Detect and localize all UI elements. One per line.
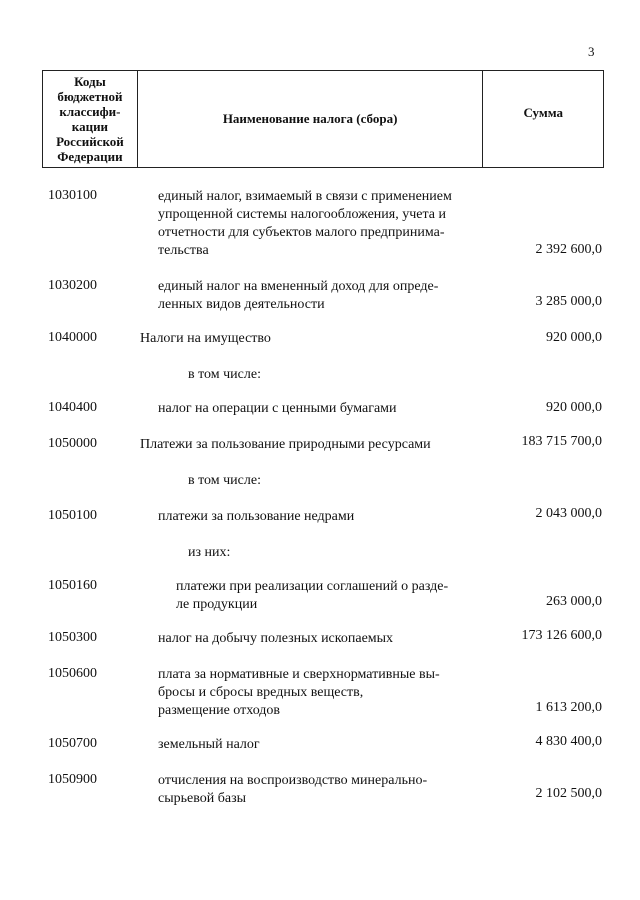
- row-code: 1050900: [48, 772, 97, 787]
- row-description-line: бросы и сбросы вредных веществ,: [158, 685, 364, 700]
- row-description-line: сырьевой базы: [158, 791, 246, 806]
- row-description-line: Платежи за пользование природными ресурсами: [140, 437, 431, 452]
- row-description: [140, 330, 480, 348]
- row-amount: 263 000,0: [546, 594, 602, 609]
- header-codes-line: бюджетной: [57, 89, 123, 104]
- row-description-line: Налоги на имущество: [140, 331, 271, 346]
- row-amount: 183 715 700,0: [521, 434, 602, 449]
- row-amount: 2 043 000,0: [535, 506, 602, 521]
- row-amount: 920 000,0: [546, 330, 602, 345]
- row-code: 1050100: [48, 508, 97, 523]
- row-description: [158, 736, 480, 754]
- header-codes-line: классифи-: [59, 104, 121, 119]
- row-description-line: размещение отходов: [158, 703, 281, 718]
- row-code: 1050300: [48, 630, 97, 645]
- header-sum: Сумма: [483, 71, 604, 168]
- header-codes-line: Российской: [56, 134, 124, 149]
- row-code: 1050000: [48, 436, 97, 451]
- row-description-line: ленных видов деятельности: [158, 297, 325, 312]
- row-amount: 1 613 200,0: [535, 700, 602, 715]
- row-description-line: тельства: [158, 243, 209, 258]
- table-header: [42, 70, 604, 168]
- row-description: [140, 436, 490, 454]
- row-description: [158, 772, 480, 808]
- row-amount: 4 830 400,0: [535, 734, 602, 749]
- row-description-line: земельный налог: [158, 737, 260, 752]
- row-code: 1050600: [48, 666, 97, 681]
- header-codes-line: кации: [71, 119, 109, 134]
- row-code: 1040000: [48, 330, 97, 345]
- row-description-line: единый налог на вмененный доход для опреде-: [158, 279, 439, 294]
- row-amount: 3 285 000,0: [535, 294, 602, 309]
- row-description: [158, 630, 480, 648]
- header-codes: [43, 71, 138, 168]
- row-description: [176, 578, 480, 614]
- row-code: 1050700: [48, 736, 97, 751]
- row-subheading: [188, 544, 488, 562]
- row-amount: 173 126 600,0: [521, 628, 602, 643]
- row-description-line: платежи при реализации соглашений о разде-: [176, 579, 449, 594]
- row-subheading: [188, 472, 488, 490]
- row-description-line: платежи за пользование недрами: [158, 509, 355, 524]
- row-code: 1040400: [48, 400, 97, 415]
- row-code: 1050160: [48, 578, 97, 593]
- header-codes-line: Федерации: [57, 149, 123, 164]
- row-description-line: в том числе:: [188, 473, 261, 488]
- row-description-line: единый налог, взимаемый в связи с применением: [158, 189, 452, 204]
- row-description-line: в том числе:: [188, 367, 261, 382]
- row-description-line: налог на операции с ценными бумагами: [158, 401, 397, 416]
- header-codes-line: Коды: [74, 74, 106, 89]
- header-name: Наименование налога (сбора): [137, 71, 483, 168]
- row-description: [158, 666, 480, 720]
- row-description: [158, 400, 480, 418]
- row-code: 1030100: [48, 188, 97, 203]
- row-description-line: отчисления на воспроизводство минерально-: [158, 773, 428, 788]
- row-description-line: налог на добычу полезных ископаемых: [158, 631, 394, 646]
- row-description: [158, 508, 480, 526]
- row-description-line: из них:: [188, 545, 231, 560]
- row-description-line: упрощенной системы налогообложения, учета и: [158, 207, 446, 222]
- row-code: 1030200: [48, 278, 97, 293]
- row-description-line: отчетности для субъектов малого предпринима-: [158, 225, 445, 240]
- row-subheading: [188, 366, 488, 384]
- row-description: [158, 278, 480, 314]
- row-description: [158, 188, 480, 260]
- row-description-line: ле продукции: [176, 597, 258, 612]
- page-number: 3: [588, 44, 595, 59]
- row-amount: 2 102 500,0: [535, 786, 602, 801]
- row-description-line: плата за нормативные и сверхнормативные вы-: [158, 667, 440, 682]
- row-amount: 2 392 600,0: [535, 242, 602, 257]
- row-amount: 920 000,0: [546, 400, 602, 415]
